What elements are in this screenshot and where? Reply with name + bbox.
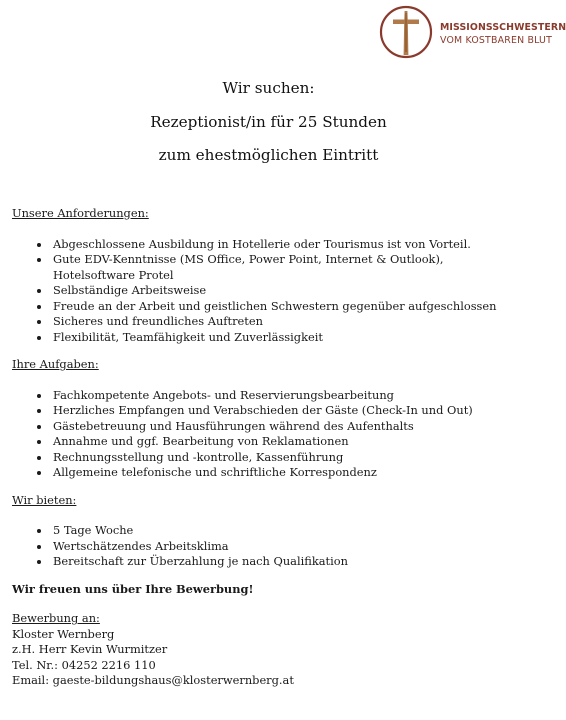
offers-list	[12, 523, 524, 570]
list-item: • Sicheres und freundliches Auftreten	[51, 314, 524, 330]
headline-line-3: zum ehestmöglichen Eintritt	[158, 146, 379, 164]
tasks-list	[12, 388, 524, 481]
closing-statement: Wir freuen uns über Ihre Bewerbung!	[12, 581, 254, 596]
requirements-list	[12, 237, 524, 346]
logo-wordmark	[440, 21, 566, 47]
list-item: • 5 Tage Woche	[51, 523, 524, 539]
list-item: • Gute EDV-Kenntnisse (MS Office, Power Point, Internet & Outlook), Hotelsoftware Protel	[51, 252, 524, 283]
list-item: • Abgeschlossene Ausbildung in Hotellerie oder Tourismus ist von Vorteil.	[51, 237, 524, 253]
list-item: • Rechnungsstellung und -kontrolle, Kassenführung	[51, 450, 524, 466]
list-item: • Selbständige Arbeitsweise	[51, 283, 524, 299]
requirements-title: Unsere Anforderungen:	[12, 206, 149, 220]
list-item: • Fachkompetente Angebots- und Reservierungsbearbeitung	[51, 388, 524, 404]
list-item: • Freude an der Arbeit und geistlichen Schwestern gegenüber aufgeschlossen	[51, 299, 524, 315]
list-item: • Wertschätzendes Arbeitsklima	[51, 539, 524, 555]
contact-organization: Kloster Wernberg	[12, 626, 115, 641]
headline-line-1: Wir suchen:	[222, 79, 315, 97]
offers-title: Wir bieten:	[12, 492, 77, 507]
contact-email: Email: gaeste-bildungshaus@klosterwernberg.at	[12, 673, 294, 687]
contact-phone: Tel. Nr.: 04252 2216 110	[12, 657, 156, 672]
list-item: • Herzliches Empfangen und Verabschieden der Gäste (Check-In und Out)	[51, 403, 524, 419]
list-item: • Annahme und ggf. Bearbeitung von Reklamationen	[51, 434, 524, 450]
list-item: • Flexibilität, Teamfähigkeit und Zuverlässigkeit	[51, 330, 524, 346]
cross-in-circle-icon	[378, 4, 434, 60]
logo-line-1: MISSIONSSCHWESTERN	[440, 22, 566, 33]
job-posting-body	[12, 206, 524, 689]
contact-person: z.H. Herr Kevin Wurmitzer	[12, 642, 168, 656]
organization-logo	[378, 4, 566, 62]
headline-line-2: Rezeptionist/in für 25 Stunden	[150, 113, 387, 131]
logo-line-2: VOM KOSTBAREN BLUT	[440, 35, 553, 46]
list-item: • Gästebetreuung und Hausführungen während des Aufenthalts	[51, 419, 524, 435]
list-item: • Allgemeine telefonische und schriftliche Korrespondenz	[51, 465, 524, 481]
contact-title: Bewerbung an:	[12, 611, 100, 625]
tasks-title: Ihre Aufgaben:	[12, 357, 99, 371]
list-item: • Bereitschaft zur Überzahlung je nach Qualifikation	[51, 554, 524, 570]
